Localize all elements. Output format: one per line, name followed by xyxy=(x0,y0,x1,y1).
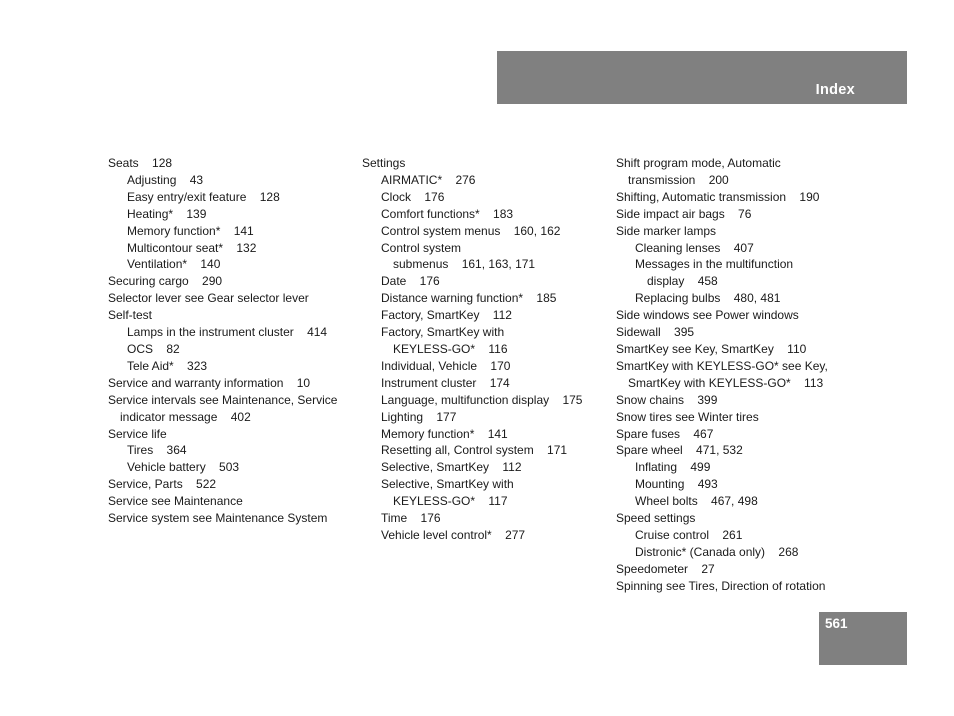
index-entry: SmartKey with KEYLESS-GO* see Key, xyxy=(616,358,828,373)
index-entry: Vehicle battery 503 xyxy=(127,460,240,475)
index-column-3 xyxy=(616,155,861,595)
index-entry: Memory function* 141 xyxy=(127,223,254,238)
index-entry: Resetting all, Control system 171 xyxy=(381,443,568,458)
index-entry: Seats 128 xyxy=(108,156,173,170)
index-entry: Settings xyxy=(362,156,406,170)
page-title: Index xyxy=(815,82,855,98)
index-entry: Service see Maintenance xyxy=(108,494,243,509)
index-entry: Tele Aid* 323 xyxy=(127,358,208,373)
index-entry: Wheel bolts 467, 498 xyxy=(635,494,758,509)
index-entry: Distronic* (Canada only) 268 xyxy=(635,544,799,559)
index-entry: Memory function* 141 xyxy=(381,426,508,441)
index-entry: Vehicle level control* 277 xyxy=(381,527,526,542)
index-entry: Instrument cluster 174 xyxy=(381,375,510,390)
index-entry: Side impact air bags 76 xyxy=(616,206,752,221)
index-column-2 xyxy=(362,155,612,544)
index-entry: Easy entry/exit feature 128 xyxy=(127,189,280,204)
index-entry: Spare fuses 467 xyxy=(616,426,714,441)
index-entry: Speedometer 27 xyxy=(616,561,715,576)
index-entry: Side marker lamps xyxy=(616,223,717,238)
index-entry: Selective, SmartKey 112 xyxy=(381,460,522,475)
index-entry: Service system see Maintenance System xyxy=(108,511,328,526)
index-entry: Distance warning function* 185 xyxy=(381,291,557,306)
index-entry: Messages in the multifunction xyxy=(635,257,794,272)
index-entry: Lighting 177 xyxy=(381,409,457,424)
index-entry: Service, Parts 522 xyxy=(108,477,217,492)
index-entry: Control system xyxy=(381,240,462,255)
index-entry: Heating* 139 xyxy=(127,206,207,221)
index-entry: Speed settings xyxy=(616,511,696,526)
index-entry: Side windows see Power windows xyxy=(616,308,799,323)
page-number-box xyxy=(819,612,907,665)
index-entry: Shifting, Automatic transmission 190 xyxy=(616,189,820,204)
index-entry: transmission 200 xyxy=(628,172,729,187)
index-entry: Self-test xyxy=(108,308,153,323)
index-entry: submenus 161, 163, 171 xyxy=(393,257,536,272)
index-entry: Securing cargo 290 xyxy=(108,274,223,289)
index-entry: SmartKey with KEYLESS-GO* 113 xyxy=(628,375,824,390)
index-entry: Shift program mode, Automatic xyxy=(616,156,781,170)
index-entry: Inflating 499 xyxy=(635,460,711,475)
index-entry: display 458 xyxy=(647,274,718,289)
index-entry: Selective, SmartKey with xyxy=(381,477,514,492)
index-entry: Mounting 493 xyxy=(635,477,718,492)
page-number: 561 xyxy=(825,616,848,631)
index-entry: KEYLESS-GO* 117 xyxy=(393,494,508,509)
index-entry: Language, multifunction display 175 xyxy=(381,392,583,407)
index-entry: SmartKey see Key, SmartKey 110 xyxy=(616,341,807,356)
index-entry: Cruise control 261 xyxy=(635,527,743,542)
index-entry: Cleaning lenses 407 xyxy=(635,240,754,255)
index-entry: Individual, Vehicle 170 xyxy=(381,358,511,373)
index-entry: Service and warranty information 10 xyxy=(108,375,311,390)
index-entry: Clock 176 xyxy=(381,189,445,204)
index-entry: Multicontour seat* 132 xyxy=(127,240,257,255)
index-entry: AIRMATIC* 276 xyxy=(381,172,476,187)
index-entry: Tires 364 xyxy=(127,443,187,458)
index-column-1 xyxy=(108,155,358,527)
index-entry: Snow tires see Winter tires xyxy=(616,409,759,424)
index-entry: Factory, SmartKey with xyxy=(381,325,505,340)
index-entry: Spare wheel 471, 532 xyxy=(616,443,743,458)
index-entry: OCS 82 xyxy=(127,341,180,356)
index-entry: Service life xyxy=(108,426,167,441)
index-entry: Date 176 xyxy=(381,274,440,289)
index-entry: Replacing bulbs 480, 481 xyxy=(635,291,781,306)
index-entry: Control system menus 160, 162 xyxy=(381,223,561,238)
index-entry: Lamps in the instrument cluster 414 xyxy=(127,325,328,340)
index-entry: Comfort functions* 183 xyxy=(381,206,514,221)
index-entry: Selector lever see Gear selector lever xyxy=(108,291,309,306)
index-entry: Sidewall 395 xyxy=(616,325,695,340)
index-entry: Adjusting 43 xyxy=(127,172,204,187)
header-bar xyxy=(497,51,907,104)
index-entry: KEYLESS-GO* 116 xyxy=(393,341,508,356)
index-entry: Snow chains 399 xyxy=(616,392,718,407)
index-entry: Service intervals see Maintenance, Service xyxy=(108,392,338,407)
index-entry: Time 176 xyxy=(381,511,441,526)
index-entry: Ventilation* 140 xyxy=(127,257,221,272)
index-entry: indicator message 402 xyxy=(120,409,251,424)
index-entry: Spinning see Tires, Direction of rotation xyxy=(616,578,826,593)
index-entry: Factory, SmartKey 112 xyxy=(381,308,512,323)
